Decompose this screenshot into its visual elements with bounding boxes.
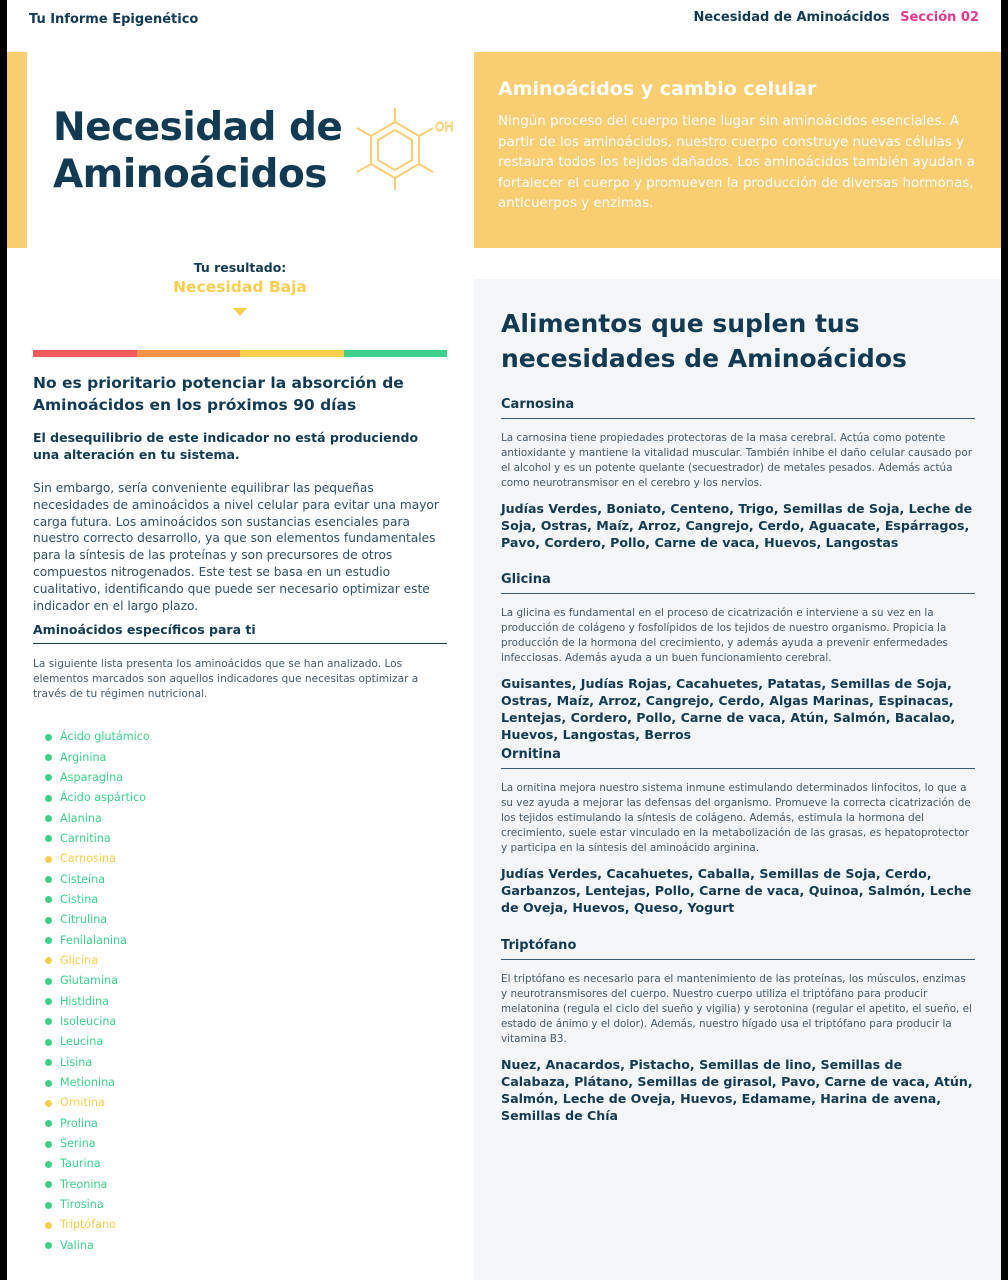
bullet-dot-icon [45, 876, 52, 883]
bullet-dot-icon [45, 1018, 52, 1025]
food-section-items: Nuez, Anacardos, Pistacho, Semillas de lino, Semillas de Calabaza, Plátano, Semillas de girasol, Pavo, Carne de vaca, Atún, Salmón, Leche de Oveja, Huevos, Edamame, Harina de avena, Semillas de Chía [501, 1057, 973, 1123]
scale-segment [137, 350, 241, 357]
amino-acid-name: Glutamina [60, 974, 119, 988]
amino-acid-list [45, 727, 150, 1256]
amino-acid-name: Carnosina [60, 852, 116, 866]
amino-acid-name: Alanina [60, 811, 102, 825]
amino-acid-name: Serina [60, 1137, 96, 1151]
amino-acid-item [45, 829, 150, 849]
amino-acid-item [45, 808, 150, 828]
amino-list-heading: Aminoácidos específicos para ti [33, 622, 447, 644]
amino-acid-name: Histidina [60, 994, 109, 1008]
bullet-dot-icon [45, 815, 52, 822]
food-section-ornitina [501, 747, 975, 916]
amino-acid-item [45, 1073, 150, 1093]
bullet-dot-icon [45, 957, 52, 964]
info-box-text: Ningún proceso del cuerpo tiene lugar sin aminoácidos esenciales. A partir de los aminoácidos, nuestro cuerpo construye nuevas células y restaura todos los tejidos dañados. Los aminoácidos también ayudan a fortalecer el cuerpo y promueven la producción de diversas hormonas, anticuerpos y enzimas. [498, 114, 975, 211]
amino-acid-name: Ácido glutámico [60, 730, 150, 744]
bullet-dot-icon [45, 795, 52, 802]
food-section-triptofano [501, 938, 975, 1124]
report-brand: Tu Informe Epigenético [29, 12, 199, 27]
bullet-dot-icon [45, 1100, 52, 1107]
amino-acid-name: Cistina [60, 892, 99, 906]
food-section-title: Carnosina [501, 397, 975, 419]
result-scale-bar [33, 350, 447, 357]
bullet-dot-icon [45, 1222, 52, 1229]
bullet-dot-icon [45, 937, 52, 944]
amino-acid-item [45, 1154, 150, 1174]
page-title-line-2: Aminoácidos [53, 152, 327, 197]
amino-acid-item [45, 1195, 150, 1215]
food-section-items: Judías Verdes, Cacahuetes, Caballa, Semillas de Soja, Cerdo, Garbanzos, Lentejas, Pollo, Carne de vaca, Quinoa, Salmón, Leche de Oveja, Huevos, Queso, Yogurt [501, 866, 972, 915]
amino-acid-name: Ácido aspártico [60, 791, 146, 805]
amino-acid-item [45, 1175, 150, 1195]
bullet-dot-icon [45, 1141, 52, 1148]
result-subheading: El desequilibrio de este indicador no está produciendo una alteración en tu sistema. [33, 430, 419, 462]
foods-title: Alimentos que suplen tus necesidades de Aminoácidos [501, 309, 907, 373]
food-section-title: Triptófano [501, 938, 975, 960]
molecule-icon [351, 102, 457, 192]
bullet-dot-icon [45, 978, 52, 985]
amino-acid-item [45, 1114, 150, 1134]
bullet-dot-icon [45, 896, 52, 903]
amino-acid-item [45, 1093, 150, 1113]
amino-acid-item [45, 890, 150, 910]
amino-acid-name: Glicina [60, 953, 99, 967]
scale-segment [33, 350, 137, 357]
amino-acid-item [45, 1012, 150, 1032]
result-label: Tu resultado: [193, 260, 287, 275]
result-block [33, 260, 447, 316]
amino-acid-name: Metionina [60, 1076, 116, 1090]
amino-acid-item [45, 910, 150, 930]
food-section-carnosina [501, 397, 975, 551]
bullet-dot-icon [45, 998, 52, 1005]
section-title: Necesidad de Aminoácidos [693, 10, 890, 25]
bullet-dot-icon [45, 917, 52, 924]
amino-acid-name: Ornitina [60, 1096, 105, 1110]
food-section-description: La carnosina tiene propiedades protectoras de la masa cerebral. Actúa como potente antioxidante y mantiene la vitalidad muscular. También inhibe el daño celular causado por el alcohol y es un potente quelante (secuestrador) de metales pesados. Además actúa como neurotransmisor en el cerebro y los nervios. [501, 432, 972, 489]
amino-acid-name: Cisteína [60, 872, 106, 886]
amino-acid-item [45, 1032, 150, 1052]
amino-list-intro: La siguiente lista presenta los aminoácidos que se han analizado. Los elementos marcados son aquellos indicadores que necesitas optimizar a través de tu régimen nutricional. [33, 658, 419, 700]
amino-acid-name: Lisina [60, 1055, 93, 1069]
bullet-dot-icon [45, 1039, 52, 1046]
amino-acid-name: Carnitina [60, 831, 111, 845]
amino-acid-name: Valina [60, 1238, 94, 1252]
bullet-dot-icon [45, 835, 52, 842]
food-section-description: La glicina es fundamental en el proceso de cicatrización e interviene a su vez en la producción de colágeno y fosfolípidos de los tejidos de nuestro organismo. Propicia la producción de la hormona del crecimiento, y además ayuda a prevenir enfermedades infecciosas. Además ayuda a un buen funcionamiento cerebral. [501, 607, 948, 664]
scale-segment [240, 350, 344, 357]
amino-acid-name: Treonina [60, 1177, 108, 1191]
bullet-dot-icon [45, 1059, 52, 1066]
amino-acid-item [45, 991, 150, 1011]
amino-acid-item [45, 1053, 150, 1073]
section-number: Sección 02 [900, 10, 979, 25]
amino-acid-item [45, 869, 150, 889]
amino-acid-item [45, 971, 150, 991]
page-header [7, 0, 1001, 40]
bullet-dot-icon [45, 1242, 52, 1249]
bullet-dot-icon [45, 1202, 52, 1209]
food-section-title: Ornitina [501, 747, 975, 769]
amino-acid-item [45, 1215, 150, 1235]
bullet-dot-icon [45, 734, 52, 741]
amino-acid-item [45, 747, 150, 767]
amino-acid-item [45, 768, 150, 788]
result-heading: No es prioritario potenciar la absorción de Aminoácidos en los próximos 90 días [33, 374, 404, 414]
bullet-dot-icon [45, 1161, 52, 1168]
amino-acid-name: Tirosina [60, 1198, 104, 1212]
food-section-items: Guisantes, Judías Rojas, Cacahuetes, Patatas, Semillas de Soja, Ostras, Maíz, Arroz, Cangrejo, Cerdo, Algas Marinas, Espinacas, Lentejas, Cordero, Pollo, Carne de vaca, Atún, Salmón, Bacalao, Huevos, Langostas, Berros [501, 676, 956, 742]
result-body: Sin embargo, sería conveniente equilibrar las pequeñas necesidades de aminoácidos a nivel celular para evitar una mayor carga futura. Los aminoácidos son sustancias esenciales para nuestro correcto desarrollo, ya que son elementos fundamentales para la síntesis de las proteínas y son precursores de otros compuestos nitrogenados. Este test se basa en un estudio cualitativo, identificando que puede ser necesario optimizar este indicador en el largo plazo. [33, 481, 439, 613]
amino-acid-name: Arginina [60, 750, 107, 764]
info-box [474, 52, 1001, 248]
report-page [7, 0, 1001, 1280]
amino-acid-name: Triptófano [60, 1218, 116, 1232]
bullet-dot-icon [45, 856, 52, 863]
section-indicator [693, 10, 979, 25]
hero-accent-bar [7, 52, 27, 248]
amino-acid-item [45, 788, 150, 808]
amino-acid-name: Citrulina [60, 913, 108, 927]
bullet-dot-icon [45, 754, 52, 761]
amino-acid-item [45, 930, 150, 950]
bullet-dot-icon [45, 1120, 52, 1127]
scale-segment [344, 350, 448, 357]
bullet-dot-icon [45, 1080, 52, 1087]
amino-acid-name: Prolina [60, 1116, 98, 1130]
food-section-description: La ornitina mejora nuestro sistema inmune estimulando determinados linfocitos, lo que a su vez ayuda a mejorar las defensas del organismo. Promueve la correcta cicatrización de los tejidos estimulando la síntesis de colágeno. Además, estimula la hormona del crecimiento, suele estar vinculado en la metabolización de las grasas, es hepatoprotector y participa en la síntesis del aminoácido arginina. [501, 782, 971, 854]
amino-acid-name: Leucina [60, 1035, 104, 1049]
food-section-description: El triptófano es necesario para el mantenimiento de las proteínas, los músculos, enzimas y neurotransmisores del cuerpo. Nuestro cuerpo utiliza el triptófano para producir melatonina (regula el ciclo del sueño y vigilia) y serotonina (regular el apetito, el sueño, el estado de ánimo y el dolor). Además, nuestro hígado usa el triptófano para producir la vitamina B3. [501, 973, 972, 1045]
amino-acid-name: Fenilalanina [60, 933, 127, 947]
result-value: Necesidad Baja [173, 278, 307, 296]
amino-acid-name: Taurina [60, 1157, 101, 1171]
info-box-title: Aminoácidos y cambio celular [498, 78, 817, 100]
amino-acid-item [45, 727, 150, 747]
food-section-glicina [501, 572, 975, 743]
molecule-label: OH [435, 120, 454, 134]
amino-acid-item [45, 1236, 150, 1256]
amino-acid-name: Asparagina [60, 770, 124, 784]
page-title-line-1: Necesidad de [53, 105, 343, 150]
amino-acid-item [45, 951, 150, 971]
amino-acid-name: Isoleucina [60, 1014, 117, 1028]
food-section-title: Glicina [501, 572, 975, 594]
result-pointer-icon [233, 308, 247, 316]
bullet-dot-icon [45, 774, 52, 781]
amino-acid-item [45, 849, 150, 869]
food-section-items: Judías Verdes, Boniato, Centeno, Trigo, Semillas de Soja, Leche de Soja, Ostras, Maíz, Arroz, Cangrejo, Cerdo, Aguacate, Espárragos, Pavo, Cordero, Pollo, Carne de vaca, Huevos, Langostas [501, 501, 973, 550]
amino-acid-item [45, 1134, 150, 1154]
bullet-dot-icon [45, 1181, 52, 1188]
page-title [53, 104, 342, 198]
